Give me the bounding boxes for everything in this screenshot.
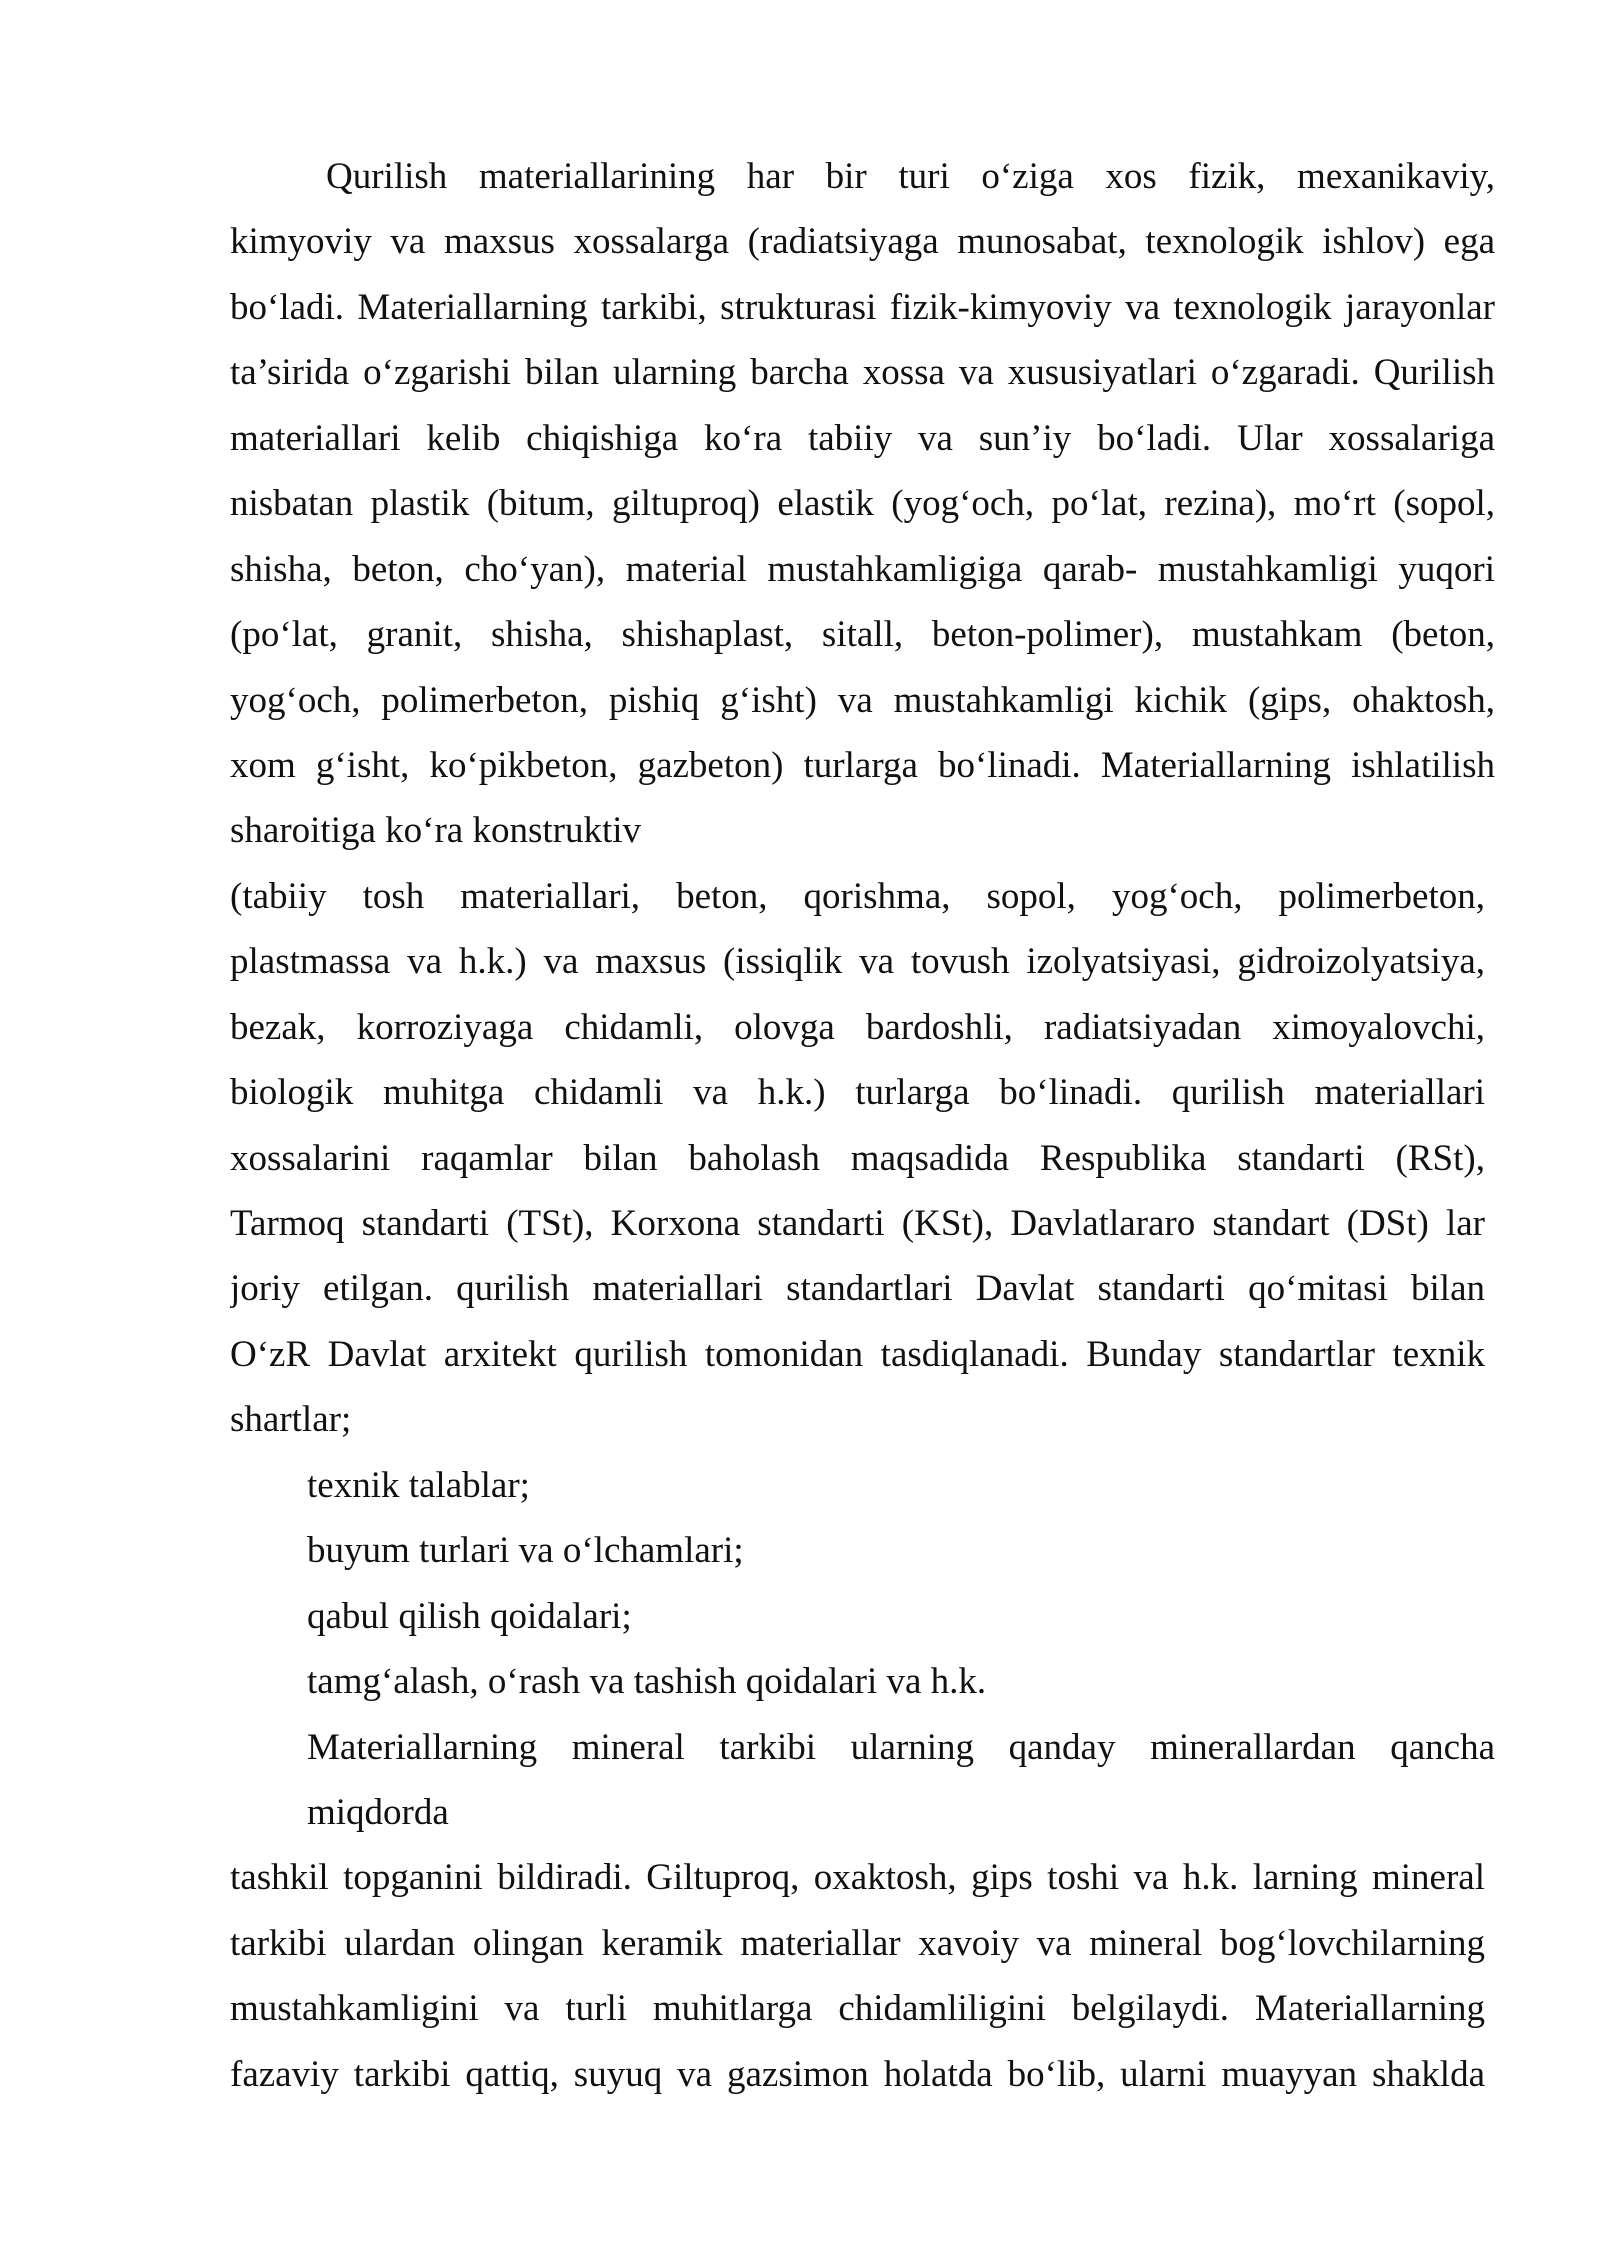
text-line: bezak, korroziyaga chidamli, olovga bardoshli, radiatsiyadan ximoyalovchi, [230,1006,1485,1048]
text-line: shisha, beton, cho‘yan), material mustahkamligiga qarab- mustahkamligi yuqori [230,548,1495,590]
text-line: Qurilish materiallarining har bir turi o‘ziga xos fizik, mexanikaviy, [326,156,1495,197]
text-line: joriy etilgan. qurilish materiallari standartlari Davlat standarti qo‘mitasi bilan [230,1268,1485,1310]
text-line: Materiallarning mineral tarkibi ularning qanday minerallardan qancha [307,1726,1495,1768]
text-line: (tabiiy tosh materiallari, beton, qorishma, sopol, yog‘och, polimerbeton, [230,875,1485,917]
text-line: fazaviy tarkibi qattiq, suyuq va gazsimon holatda bo‘lib, ularni muayyan shaklda [230,2053,1485,2095]
text-line: bo‘ladi. Materiallarning tarkibi, strukturasi fizik-kimyoviy va texnologik jarayonlar [230,286,1495,328]
text-line: tashkil topganini bildiradi. Giltuproq, oxaktosh, gips toshi va h.k. larning mineral [230,1857,1485,1899]
text-line: miqdorda [307,1791,449,1833]
text-line: shartlar; [230,1399,352,1441]
text-line: materiallari kelib chiqishiga ko‘ra tabiiy va sun’iy bo‘ladi. Ular xossalariga [230,417,1495,459]
text-line: xom g‘isht, ko‘pikbeton, gazbeton) turlarga bo‘linadi. Materiallarning ishlatilish [230,744,1495,786]
list-item: tamg‘alash, o‘rash va tashish qoidalari va h.k. [307,1661,987,1703]
paragraph [0,1715,1600,1846]
paragraph [0,144,1600,864]
text-line: plastmassa va h.k.) va maxsus (issiqlik va tovush izolyatsiyasi, gidroizolyatsiya, [230,941,1485,983]
text-line: tarkibi ulardan olingan keramik materiallar xavoiy va mineral bog‘lovchilarning [230,1922,1485,1964]
list-item: texnik talablar; [307,1464,530,1506]
text-line: yog‘och, polimerbeton, pishiq g‘isht) va mustahkamligi kichik (gips, ohaktosh, [230,679,1495,721]
list-item: buyum turlari va o‘lchamlari; [307,1530,744,1572]
text-line: Tarmoq standarti (TSt), Korxona standarti (KSt), Davlatlararo standart (DSt) lar [230,1203,1485,1244]
text-line: biologik muhitga chidamli va h.k.) turlarga bo‘linadi. qurilish materiallari [230,1072,1485,1114]
paragraph [0,1845,1600,2107]
text-line: ta’sirida o‘zgarishi bilan ularning barcha xossa va xususiyatlari o‘zgaradi. Qurilish [230,352,1495,394]
requirements-list [0,1453,1600,1715]
text-line: xossalarini raqamlar bilan baholash maqsadida Respublika standarti (RSt), [230,1137,1485,1179]
text-line: sharoitiga ko‘ra konstruktiv [230,810,642,852]
text-line: O‘zR Davlat arxitekt qurilish tomonidan tasdiqlanadi. Bunday standartlar texnik [230,1333,1485,1375]
list-item: qabul qilish qoidalari; [307,1595,632,1637]
text-line: kimyoviy va maxsus xossalarga (radiatsiyaga munosabat, texnologik ishlov) ega [230,221,1495,263]
paragraph [0,864,1600,1453]
text-line: mustahkamligini va turli muhitlarga chidamliligini belgilaydi. Materiallarning [230,1988,1485,2030]
text-line: nisbatan plastik (bitum, giltuproq) elastik (yog‘och, po‘lat, rezina), mo‘rt (sopol, [230,483,1495,525]
text-line: (po‘lat, granit, shisha, shishaplast, sitall, beton-polimer), mustahkam (beton, [230,614,1495,656]
